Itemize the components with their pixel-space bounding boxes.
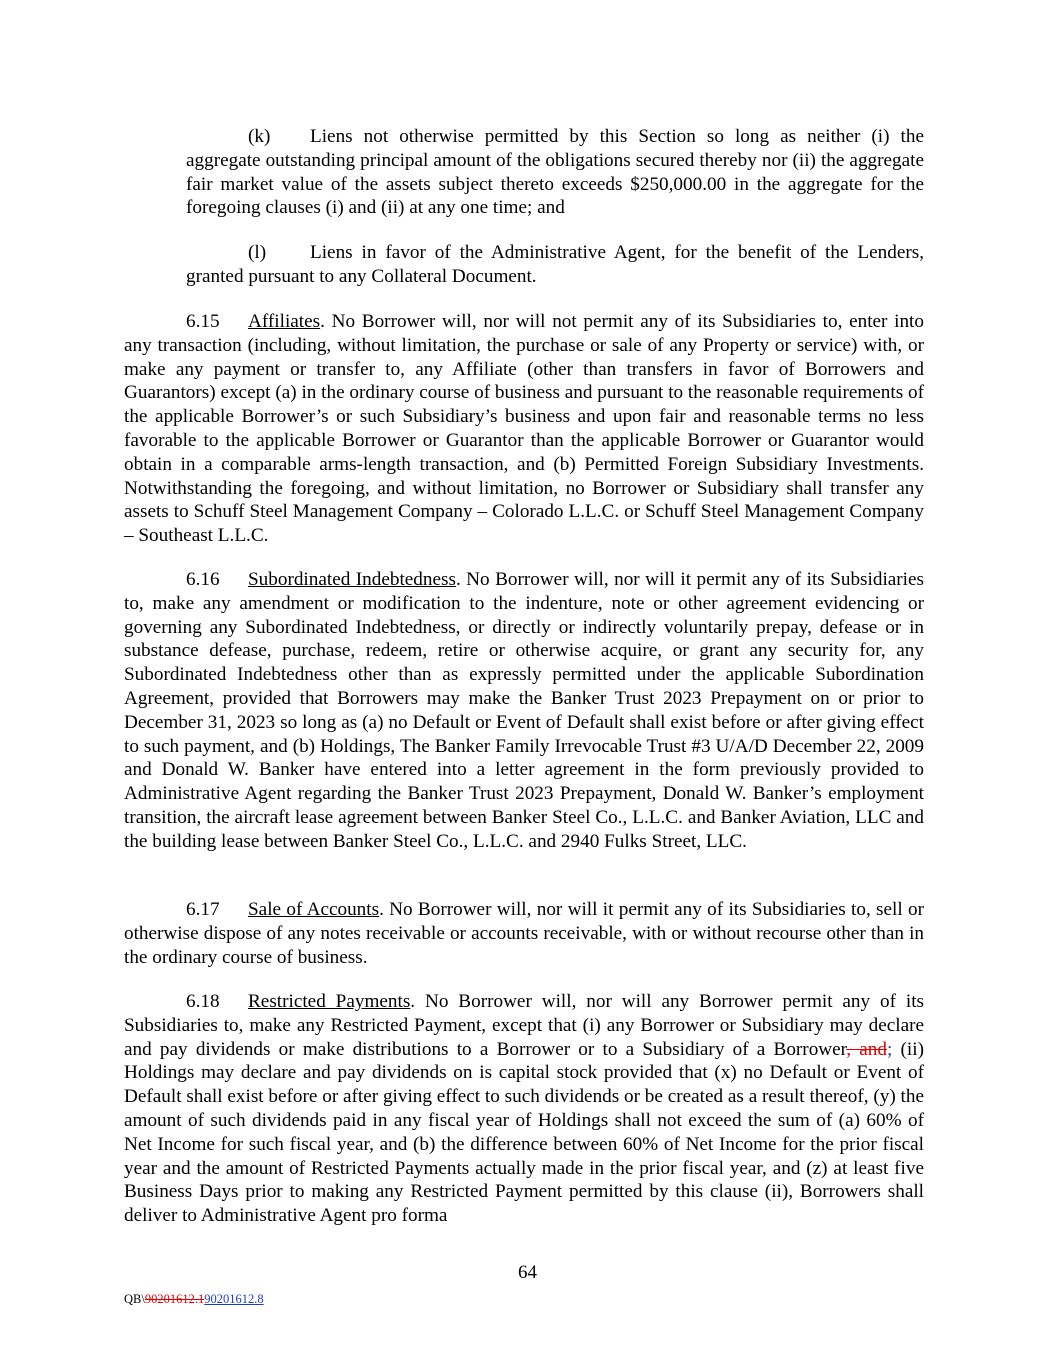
footer-deleted-id: 90201612.1: [144, 1292, 205, 1306]
inserted-text: ;: [887, 1038, 893, 1060]
section-6-16: [124, 568, 924, 854]
clause-l-label: (l): [248, 242, 267, 263]
section-text: . No Borrower will, nor will not permit any of its Subsidiaries to, enter into any transaction (including, without limitation, the purchase or sale of any Property or service) with, or make any payment or transfer to, any Affiliate (other than transfers in favor of Borrowers and Guarantors) except (a) in the ordinary course of business and pursuant to the reasonable requirements of the applicable Borrower’s or such Subsidiary’s business and upon fair and reasonable terms no less favorable to the applicable Borrower or Guarantor than the applicable Borrower or Guarantor would obtain in a comparable arms-length transaction, and (b) Permitted Foreign Subsidiary Investments. Notwithstanding the foregoing, and without limitation, no Borrower or Subsidiary shall transfer any assets to Schuff Steel Management Company – Colorado L.L.C. or Schuff Steel Management Company – Southeast L.L.C.: [124, 311, 924, 547]
clause-k: [186, 125, 924, 220]
clause-l: [186, 241, 924, 289]
section-number: 6.17: [186, 899, 220, 920]
section-text: . No Borrower will, nor will it permit any of its Subsidiaries to, sell or otherwise dispose of any notes receivable or accounts receivable, with or without recourse other than in the ordinary course of business.: [124, 899, 924, 968]
section-6-15: [124, 310, 924, 548]
page-number: 64: [518, 1262, 537, 1283]
section-text-a: . No Borrower will, nor will any Borrower permit any of its Subsidiaries to, make any Restricted Payment, except that (i) any Borrower or Subsidiary may declare and pay dividends or make distributions to a Borrower or to a Subsidiary of a Borrower: [124, 991, 925, 1060]
section-6-17: [124, 898, 924, 969]
section-text: . No Borrower will, nor will it permit any of its Subsidiaries to, make any amendment or modification to the indenture, note or other agreement evidencing or governing any Subordinated Indebtedness, or directly or indirectly voluntarily prepay, defease or in substance defease, purchase, redeem, retire or otherwise acquire, or grant any security for, any Subordinated Indebtedness other than as expressly permitted under the applicable Subordination Agreement, provided that Borrowers may make the Banker Trust 2023 Prepayment on or prior to December 31, 2023 so long as (a) no Default or Event of Default shall exist before or after giving effect to such payment, and (b) Holdings, The Banker Family Irrevocable Trust #3 U/A/D December 22, 2009 and Donald W. Banker have entered into a letter agreement in the form previously provided to Administrative Agent regarding the Banker Trust 2023 Prepayment, Donald W. Banker’s employment transition, the aircraft lease agreement between Banker Steel Co., L.L.C. and Banker Aviation, LLC and the building lease between Banker Steel Co., L.L.C. and 2940 Fulks Street, LLC.: [124, 569, 924, 852]
footer-inserted-id: 90201612.8: [204, 1292, 264, 1306]
section-heading: Sale of Accounts: [248, 899, 380, 920]
footer-prefix: QB\: [124, 1292, 145, 1306]
section-number: 6.18: [186, 991, 220, 1012]
section-number: 6.15: [186, 311, 220, 332]
deleted-text: , and: [846, 1038, 887, 1060]
section-heading: Restricted Payments: [248, 991, 411, 1012]
clause-l-text: Liens in favor of the Administrative Agent, for the benefit of the Lenders, granted pursuant to any Collateral Document.: [186, 242, 924, 287]
document-footer: [124, 1288, 264, 1312]
section-6-18: [124, 990, 924, 1228]
section-text-b: (ii) Holdings may declare and pay dividends on is capital stock provided that (x) no Default or Event of Default shall exist before or after giving effect to such dividends or be created as a result thereof, (y) the amount of such dividends paid in any fiscal year of Holdings shall not exceed the sum of (a) 60% of Net Income for such fiscal year, and (b) the difference between 60% of Net Income for the prior fiscal year and the amount of Restricted Payments actually made in the prior fiscal year, and (z) at least five Business Days prior to making any Restricted Payment permitted by this clause (ii), Borrowers shall deliver to Administrative Agent pro forma: [124, 1038, 924, 1227]
clause-k-label: (k): [248, 126, 271, 147]
clause-k-text: Liens not otherwise permitted by this Section so long as neither (i) the aggregate outstanding principal amount of the obligations secured thereby nor (ii) the aggregate fair market value of the assets subject thereto exceeds $250,000.00 in the aggregate for the foregoing clauses (i) and (ii) at any one time; and: [186, 126, 924, 219]
section-heading: Affiliates: [248, 311, 321, 332]
section-number: 6.16: [186, 569, 220, 590]
section-heading: Subordinated Indebtedness: [248, 569, 456, 590]
